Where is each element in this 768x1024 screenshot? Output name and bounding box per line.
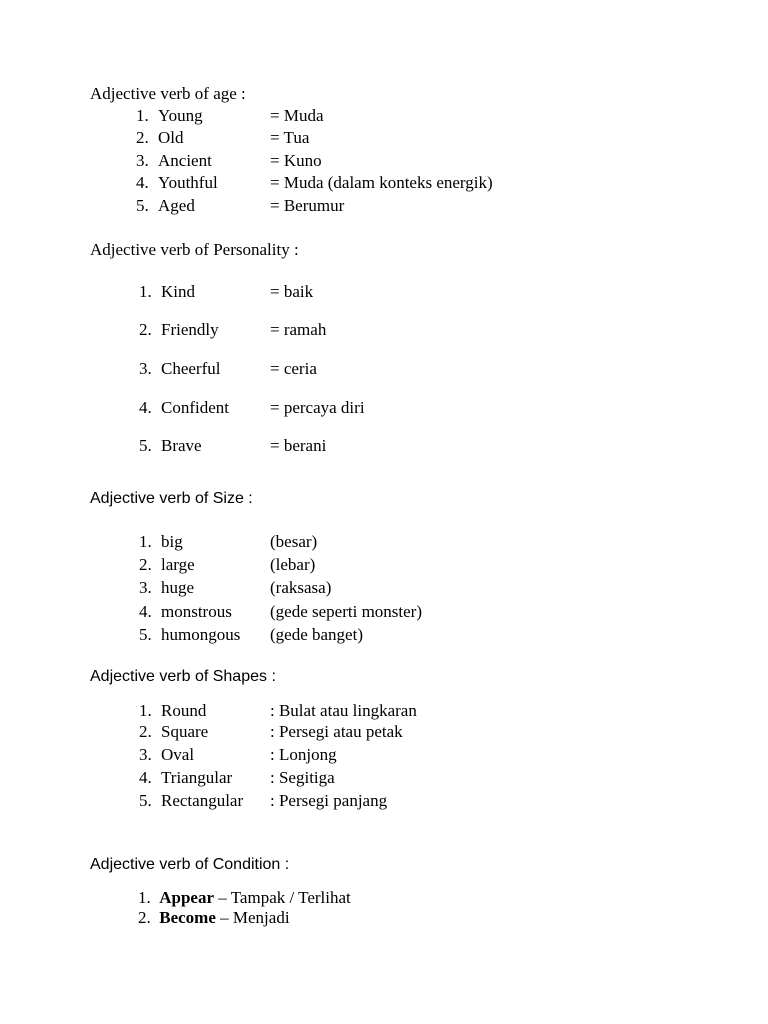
item-meaning: (gede seperti monster) bbox=[270, 602, 422, 621]
item-term: Friendly bbox=[161, 320, 219, 339]
item-term: Rectangular bbox=[161, 791, 244, 810]
list-item bbox=[138, 908, 290, 928]
section-title-size: Adjective verb of Size : bbox=[90, 490, 253, 507]
item-meaning: (besar) bbox=[270, 532, 318, 551]
item-term: Oval bbox=[161, 745, 195, 764]
item-meaning: = Muda bbox=[270, 106, 324, 125]
list-item bbox=[0, 602, 768, 622]
list-item bbox=[0, 106, 768, 126]
item-term: Triangular bbox=[161, 768, 233, 787]
item-term: Square bbox=[161, 722, 209, 741]
item-term: Youthful bbox=[158, 173, 218, 192]
item-term: Cheerful bbox=[161, 359, 221, 378]
item-number: 4. bbox=[139, 602, 152, 621]
list-item bbox=[0, 151, 768, 171]
item-term: Brave bbox=[161, 436, 202, 455]
item-number: 1. bbox=[139, 282, 152, 301]
item-term: Round bbox=[161, 701, 207, 720]
item-term: Ancient bbox=[158, 151, 212, 170]
item-number: 2. bbox=[139, 555, 152, 574]
item-number: 5. bbox=[139, 791, 152, 810]
item-number: 5. bbox=[139, 625, 152, 644]
list-item bbox=[0, 359, 768, 379]
item-meaning: : Bulat atau lingkaran bbox=[270, 701, 417, 720]
item-number: 2. bbox=[139, 320, 152, 339]
list-item bbox=[0, 625, 768, 645]
section-title-condition: Adjective verb of Condition : bbox=[90, 856, 290, 873]
item-number: 3. bbox=[139, 578, 152, 597]
item-number: 3. bbox=[139, 359, 152, 378]
list-item bbox=[0, 196, 768, 216]
list-item bbox=[0, 701, 768, 721]
item-meaning: = berani bbox=[270, 436, 327, 455]
item-number: 1. bbox=[136, 106, 149, 125]
item-meaning: = percaya diri bbox=[270, 398, 365, 417]
list-item bbox=[0, 128, 768, 148]
item-term: humongous bbox=[161, 625, 241, 644]
item-number: 4. bbox=[139, 768, 152, 787]
item-number: 4. bbox=[136, 173, 149, 192]
item-meaning: (raksasa) bbox=[270, 578, 332, 597]
section-title-shapes: Adjective verb of Shapes : bbox=[90, 668, 276, 685]
item-term: large bbox=[161, 555, 195, 574]
list-item bbox=[138, 888, 351, 908]
item-number: 1. bbox=[138, 888, 151, 907]
item-number: 4. bbox=[139, 398, 152, 417]
item-number: 5. bbox=[136, 196, 149, 215]
item-meaning: : Persegi atau petak bbox=[270, 722, 403, 741]
item-number: 2. bbox=[136, 128, 149, 147]
list-item bbox=[0, 436, 768, 456]
item-term: Appear bbox=[159, 888, 215, 907]
list-item bbox=[0, 768, 768, 788]
list-item bbox=[0, 532, 768, 552]
item-meaning: = Kuno bbox=[270, 151, 322, 170]
item-meaning: = Tua bbox=[270, 128, 310, 147]
item-term: Young bbox=[158, 106, 203, 125]
item-meaning: – Tampak / Terlihat bbox=[218, 888, 351, 907]
list-item bbox=[0, 722, 768, 742]
item-term: huge bbox=[161, 578, 195, 597]
item-meaning: : Persegi panjang bbox=[270, 791, 388, 810]
list-item bbox=[0, 173, 768, 193]
item-number: 1. bbox=[139, 701, 152, 720]
section-title-age: Adjective verb of age : bbox=[90, 84, 246, 103]
item-meaning: = ceria bbox=[270, 359, 317, 378]
item-number: 1. bbox=[139, 532, 152, 551]
item-term: Old bbox=[158, 128, 184, 147]
item-term: Confident bbox=[161, 398, 229, 417]
item-number: 5. bbox=[139, 436, 152, 455]
item-meaning: = Muda (dalam konteks energik) bbox=[270, 173, 493, 192]
item-number: 2. bbox=[138, 908, 151, 927]
section-title-personality: Adjective verb of Personality : bbox=[90, 240, 299, 259]
item-meaning: = ramah bbox=[270, 320, 327, 339]
item-meaning: (gede banget) bbox=[270, 625, 363, 644]
item-term: big bbox=[161, 532, 183, 551]
item-term: monstrous bbox=[161, 602, 232, 621]
list-item bbox=[0, 791, 768, 811]
item-term: Become bbox=[159, 908, 216, 927]
item-term: Kind bbox=[161, 282, 195, 301]
list-item bbox=[0, 320, 768, 340]
item-number: 3. bbox=[136, 151, 149, 170]
item-number: 2. bbox=[139, 722, 152, 741]
item-meaning: = Berumur bbox=[270, 196, 345, 215]
item-meaning: – Menjadi bbox=[220, 908, 290, 927]
item-number: 3. bbox=[139, 745, 152, 764]
list-item bbox=[0, 282, 768, 302]
list-item bbox=[0, 578, 768, 598]
item-meaning: : Segitiga bbox=[270, 768, 335, 787]
item-term: Aged bbox=[158, 196, 195, 215]
item-meaning: = baik bbox=[270, 282, 314, 301]
item-meaning: (lebar) bbox=[270, 555, 316, 574]
list-item bbox=[0, 398, 768, 418]
list-item bbox=[0, 745, 768, 765]
list-item bbox=[0, 555, 768, 575]
item-meaning: : Lonjong bbox=[270, 745, 337, 764]
